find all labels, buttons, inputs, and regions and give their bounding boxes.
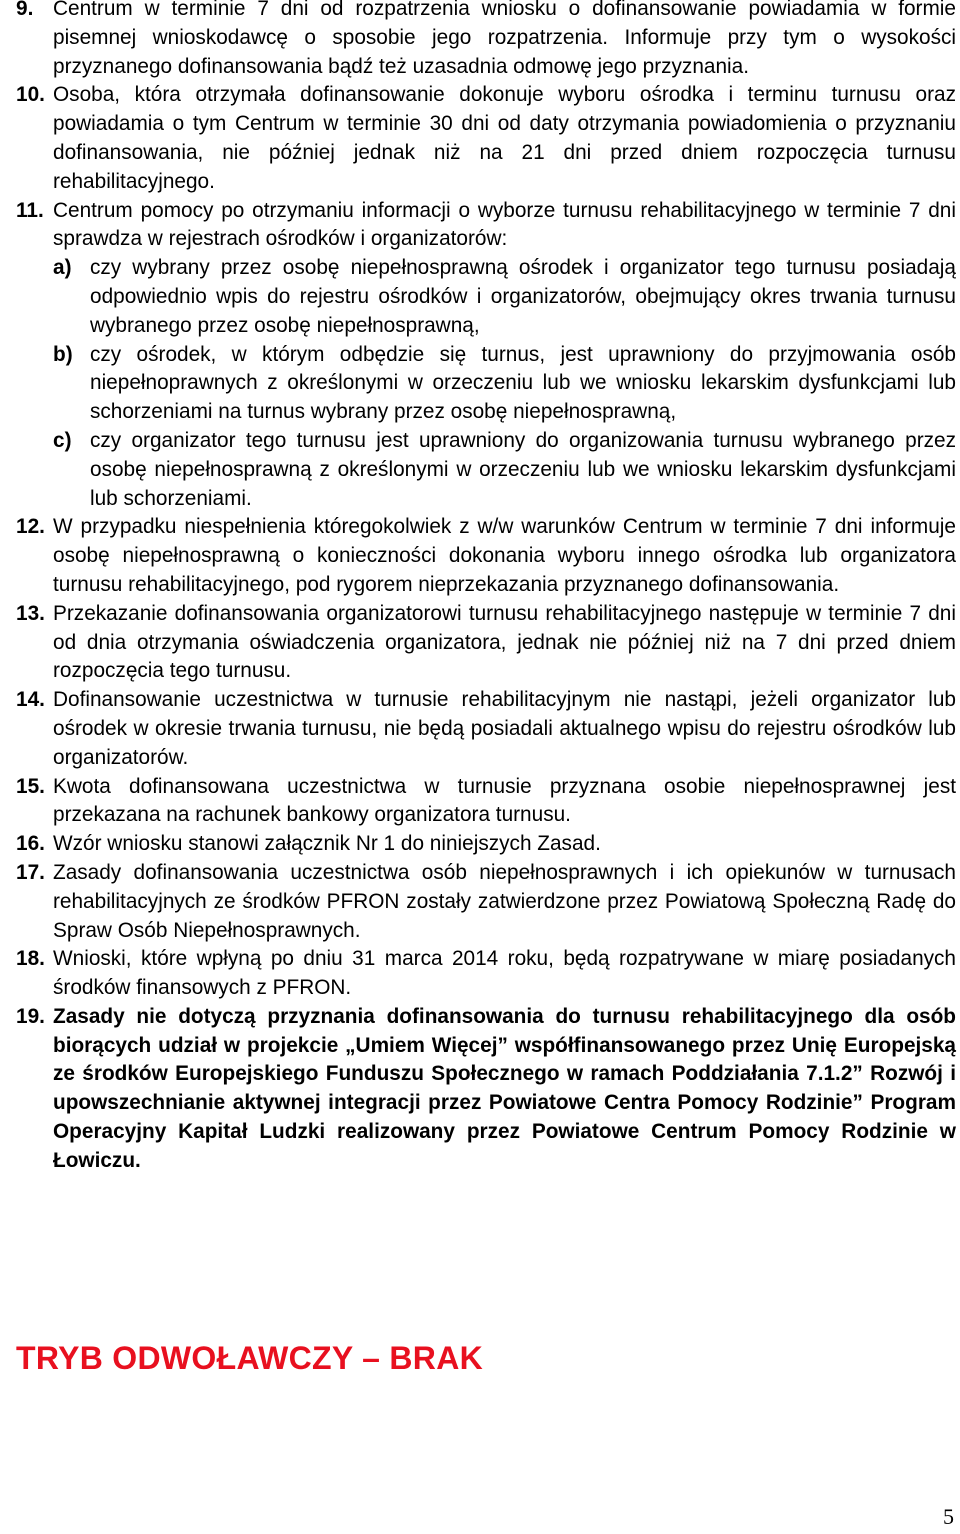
item-text: Wnioski, które wpłyną po dniu 31 marca 2014 roku, będą rozpatrywane w miarę posiadanych środków finansowych z PFRON. (53, 947, 956, 1000)
list-item-9 (16, 0, 956, 81)
sub-item-a (53, 254, 956, 340)
sub-item-label: a) (53, 256, 72, 280)
list-item-19 (16, 1003, 956, 1176)
item-number: 12. (16, 515, 45, 539)
item-number: 18. (16, 947, 45, 971)
document-body (16, 0, 956, 1176)
item-text: Kwota dofinansowana uczestnictwa w turnusie przyznana osobie niepełnosprawnej jest przekazana na rachunek bankowy organizatora turnusu. (53, 774, 956, 827)
item-text: Zasady nie dotyczą przyznania dofinansowania do turnusu rehabilitacyjnego dla osób biorących udział w projekcie „Umiem Więcej” współfinansowanego przez Unię Europejską ze środków Europejskiego Funduszu Społecznego w ramach Poddziałania 7.1.2” Rozwój i upowszechnianie aktywnej integracji przez Powiatowe Centra Pomocy Rodzinie” Program Operacyjny Kapitał Ludzki realizowany przez Powiatowe Centrum Pomocy Rodzinie w Łowiczu. (53, 1004, 956, 1172)
item-number: 11. (16, 198, 44, 222)
sub-item-text: czy wybrany przez osobę niepełnosprawną ośrodek i organizator tego turnusu posiadają odpowiednio wpis do rejestru ośrodków i organizatorów, obejmujący okres trwania turnusu wybranego przez osobę niepełnosprawną, (90, 256, 956, 337)
page-number: 5 (943, 1504, 954, 1529)
item-text: Wzór wniosku stanowi załącznik Nr 1 do niniejszych Zasad. (53, 832, 601, 856)
item-text: Centrum w terminie 7 dni od rozpatrzenia wniosku o dofinansowanie powiadamia w formie pisemnej wnioskodawcę o sposobie jego rozpatrzenia. Informuje przy tym o wysokości przyznanego dofinansowania bądź też uzasadnia odmowę jego przyznania. (53, 0, 956, 78)
item-text: Osoba, która otrzymała dofinansowanie dokonuje wyboru ośrodka i terminu turnusu oraz powiadamia o tym Centrum w terminie 30 dni od daty otrzymania powiadomienia o przyznaniu dofinansowania, nie później jednak niż na 21 dni przed dniem rozpoczęcia turnusu rehabilitacyjnego. (53, 83, 956, 193)
item-text: Dofinansowanie uczestnictwa w turnusie rehabilitacyjnym nie nastąpi, jeżeli organizator lub ośrodek w okresie trwania turnusu, nie będą posiadali aktualnego wpisu do rejestru ośrodków lub organizatorów. (53, 688, 956, 769)
item-number: 15. (16, 774, 45, 798)
item-number: 14. (16, 688, 45, 712)
sub-item-text: czy organizator tego turnusu jest uprawniony do organizowania turnusu wybranego przez osobę niepełnosprawną z określonymi w orzeczeniu lub we wniosku lekarskim dysfunkcjami lub schorzeniami. (90, 428, 956, 510)
sub-item-label: c) (53, 428, 72, 452)
sub-item-label: b) (53, 342, 73, 366)
list-item-17 (16, 859, 956, 945)
list-item-11 (16, 197, 956, 514)
item-number: 16. (16, 832, 45, 856)
item-number: 10. (16, 83, 45, 107)
item-text: Przekazanie dofinansowania organizatorowi turnusu rehabilitacyjnego następuje w terminie 7 dni od dnia otrzymania oświadczenia organizatora, jednak nie później niż na 7 dni przed dniem rozpoczęcia tego turnusu. (53, 601, 956, 683)
item-number: 13. (16, 601, 45, 625)
item-number: 17. (16, 860, 45, 884)
item-text: W przypadku niespełnienia któregokolwiek z w/w warunków Centrum w terminie 7 dni informuje osobę niepełnosprawną o konieczności dokonania wyboru innego ośrodka lub organizatora turnusu rehabilitacyjnego, pod rygorem nieprzekazania przyznanego dofinansowania. (53, 515, 956, 596)
sub-item-c (53, 427, 956, 513)
item-number: 9. (16, 0, 34, 20)
list-item-14 (16, 686, 956, 772)
item-number: 19. (16, 1004, 45, 1028)
item-text: Zasady dofinansowania uczestnictwa osób niepełnosprawnych i ich opiekunów w turnusach rehabilitacyjnych ze środków PFRON zostały zatwierdzone przez Powiatową Społeczną Radę do Spraw Osób Niepełnosprawnych. (53, 860, 956, 942)
list-item-16 (16, 830, 956, 859)
list-item-12 (16, 513, 956, 599)
item-text: Centrum pomocy po otrzymaniu informacji o wyborze turnusu rehabilitacyjnego w terminie 7 dni sprawdza w rejestrach ośrodków i organizatorów: (53, 198, 956, 251)
appeal-heading: TRYB ODWOŁAWCZY – BRAK (16, 1340, 484, 1376)
sub-item-b (53, 341, 956, 427)
list-item-10 (16, 81, 956, 196)
list-item-13 (16, 600, 956, 686)
list-item-15 (16, 773, 956, 831)
sub-list (53, 254, 956, 513)
list-item-18 (16, 945, 956, 1003)
sub-item-text: czy ośrodek, w którym odbędzie się turnus, jest uprawniony do przyjmowania osób niepełnoprawnych z określonymi w orzeczeniu lub we wniosku lekarskim dysfunkcjami lub schorzeniami na turnus wybrany przez osobę niepełnosprawną, (90, 342, 956, 424)
